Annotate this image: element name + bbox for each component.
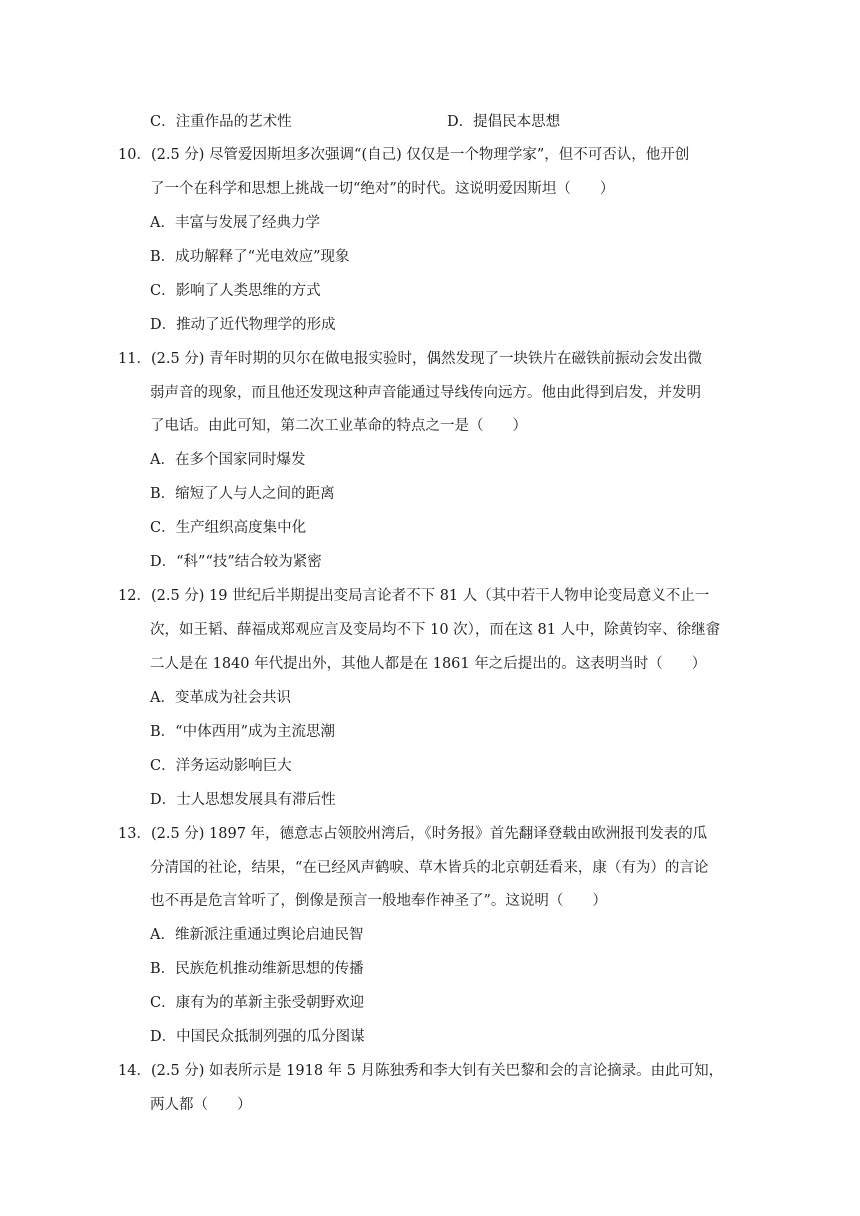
- question-12-option-d: D．士人思想发展具有滞后性: [150, 792, 336, 808]
- question-11-option-c: C．生产组织高度集中化: [150, 520, 307, 536]
- question-10-line-2: 了一个在科学和思想上挑战一切“绝对”的时代。这说明爱因斯坦（ ）: [150, 181, 615, 197]
- question-11-line-3: 了电话。由此可知，第二次工业革命的特点之一是（ ）: [150, 418, 527, 434]
- question-13-option-a: A．维新派注重通过舆论启迪民智: [150, 927, 364, 943]
- question-13-option-c: C．康有为的革新主张受朝野欢迎: [150, 995, 365, 1011]
- question-11-option-d: D．“科”“技”结合较为紧密: [150, 554, 322, 570]
- question-10-line-1: 10．(2.5 分) 尽管爱因斯坦多次强调“(自己) 仅仅是一个物理学家”，但不可否认，他开创: [118, 147, 690, 163]
- question-12-option-a: A．变革成为社会共识: [150, 690, 291, 706]
- question-12-option-b: B．“中体西用”成为主流思潮: [150, 724, 335, 740]
- question-13-line-2: 分清国的社论，结果，“在已经风声鹤唳、草木皆兵的北京朝廷看来，康（有为）的言论: [150, 860, 709, 876]
- question-10-option-a: A．丰富与发展了经典力学: [150, 215, 320, 231]
- question-14-line-2: 两人都（ ）: [150, 1097, 252, 1113]
- question-10-option-d: D．推动了近代物理学的形成: [150, 317, 336, 333]
- question-11-line-2: 弱声音的现象，而且他还发现这种声音能通过导线传向远方。他由此得到启发，并发明: [150, 385, 701, 401]
- question-11-line-1: 11．(2.5 分) 青年时期的贝尔在做电报实验时，偶然发现了一块铁片在磁铁前振动会发出微: [118, 351, 703, 367]
- question-12-option-c: C．洋务运动影响巨大: [150, 758, 292, 774]
- question-11-option-a: A．在多个国家同时爆发: [150, 452, 306, 468]
- question-12-line-3: 二人是在 1840 年代提出外，其他人都是在 1861 年之后提出的。这表明当时（ ）: [150, 656, 707, 672]
- prev-option-d: D．提倡民本思想: [447, 114, 561, 130]
- question-13-option-d: D．中国民众抵制列强的瓜分图谋: [150, 1029, 365, 1045]
- question-13-option-b: B．民族危机推动维新思想的传播: [150, 961, 364, 977]
- question-13-line-1: 13．(2.5 分) 1897 年，德意志占领胶州湾后，《时务报》首先翻译登载由欧洲报刊发表的瓜: [118, 826, 708, 842]
- prev-option-c: C．注重作品的艺术性: [150, 114, 292, 130]
- question-12-line-2: 次，如王韬、薛福成郑观应言及变局均不下 10 次），而在这 81 人中，除黄钧宰、徐继畲: [150, 622, 721, 638]
- question-14-line-1: 14．(2.5 分) 如表所示是 1918 年 5 月陈独秀和李大钊有关巴黎和会的言论摘录。由此可知，: [118, 1063, 724, 1079]
- question-10-option-c: C．影响了人类思维的方式: [150, 283, 321, 299]
- question-10-option-b: B．成功解释了“光电效应”现象: [150, 249, 350, 265]
- question-11-option-b: B．缩短了人与人之间的距离: [150, 486, 335, 502]
- question-12-line-1: 12．(2.5 分) 19 世纪后半期提出变局言论者不下 81 人（其中若干人物申论变局意义不止一: [118, 588, 710, 604]
- question-13-line-3: 也不再是危言耸听了，倒像是预言一般地奉作神圣了”。这说明（ ）: [150, 893, 607, 909]
